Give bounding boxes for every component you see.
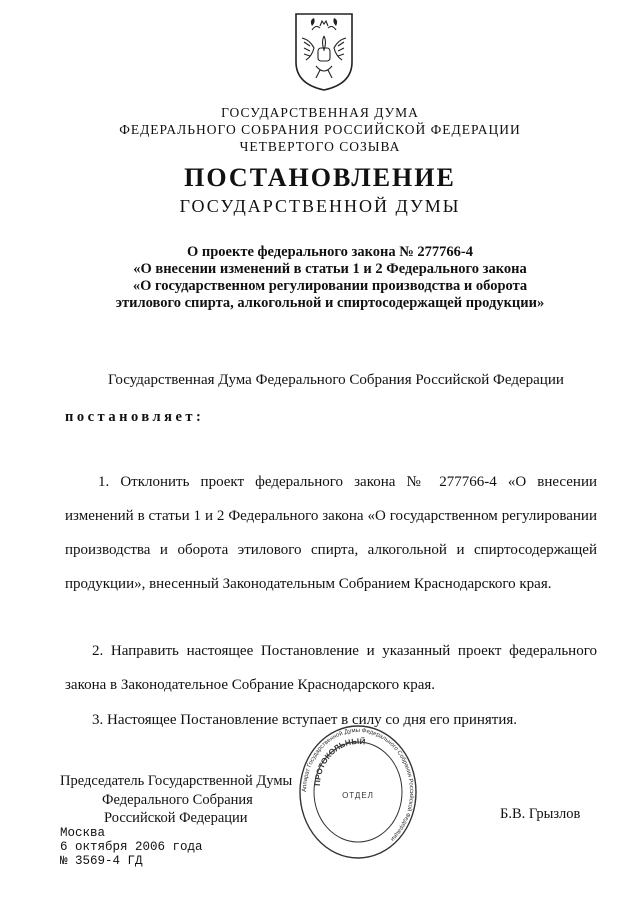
subject-line: О проекте федерального закона № 277766-4 xyxy=(186,244,474,260)
resolution-item-2: 2. Направить настоящее Постановление и указанный проект федерального закона в Законодательное Собрание Краснодарского края. xyxy=(65,643,597,693)
signatory-title-line: Председатель Государственной Думы xyxy=(60,773,293,789)
preamble-text: Государственная Дума Федерального Собрания Российской Федерации xyxy=(108,372,564,388)
subject-line: «О внесении изменений в статьи 1 и 2 Федерального закона xyxy=(133,261,527,277)
signatory-title-line: Федерального Собрания xyxy=(102,792,253,808)
footer-city: Москва xyxy=(60,826,106,840)
stamp-outer-ring-text: Аппарат Государственной Думы Федерального Собрания Российской Федерации xyxy=(301,727,415,842)
footer-date: 6 октября 2006 года xyxy=(60,840,203,854)
document-subject xyxy=(90,244,570,312)
resolution-item-1: 1. Отклонить проект федерального закона № 277766-4 «О внесении изменений в статьи 1 и 2 Федерального закона «О государственном регулировании производства и оборота этилового спирта, алкогольной и спиртосодержащей продукции», внесенный Законодательным Собранием Краснодарского края. xyxy=(65,474,597,592)
signatory-title-line: Российской Федерации xyxy=(104,810,248,826)
header-line-duma: ГОСУДАРСТВЕННАЯ ДУМА xyxy=(221,105,419,120)
header-line-assembly: ФЕДЕРАЛЬНОГО СОБРАНИЯ РОССИЙСКОЙ ФЕДЕРАЦИИ xyxy=(119,122,521,137)
decrees-word: постановляет: xyxy=(65,409,205,425)
signatory-name: Б.В. Грызлов xyxy=(500,806,581,822)
footer-number: № 3569-4 ГД xyxy=(60,854,143,868)
coat-of-arms-emblem xyxy=(290,10,358,92)
document-type-title: ПОСТАНОВЛЕНИЕ xyxy=(184,163,456,192)
stamp-inner-ring-text: ПРОТОКОЛЬНЫЙ xyxy=(312,736,366,787)
document-issuer-subtitle: ГОСУДАРСТВЕННОЙ ДУМЫ xyxy=(179,196,461,216)
document-footer xyxy=(60,826,203,868)
header-line-convocation: ЧЕТВЕРТОГО СОЗЫВА xyxy=(239,139,401,154)
stamp-center-text: ОТДЕЛ xyxy=(342,791,374,800)
resolution-item-3: 3. Настоящее Постановление вступает в силу со дня его принятия. xyxy=(92,712,518,728)
subject-line: «О государственном регулировании производства и оборота xyxy=(132,278,528,294)
official-stamp xyxy=(298,722,418,862)
subject-line: этилового спирта, алкогольной и спиртосодержащей продукции» xyxy=(115,295,545,311)
